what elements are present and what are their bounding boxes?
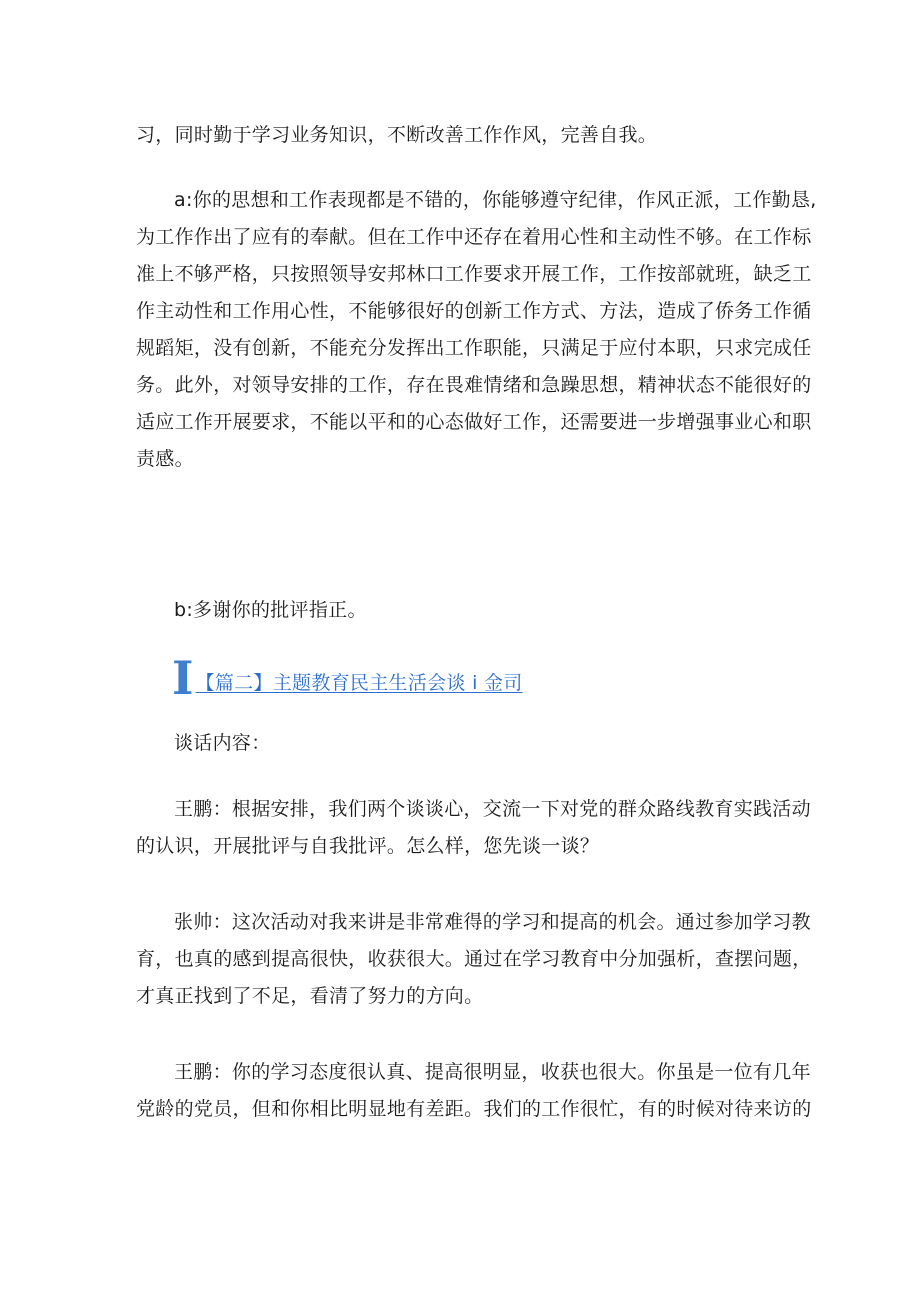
text-line: 张帅：这次活动对我来讲是非常难得的学习和提高的机会。通过参加学习教	[174, 911, 811, 933]
text-line: 准上不够严格，只按照领导安邦林口工作要求开展工作，工作按部就班，缺乏工	[136, 263, 812, 285]
paragraph-7	[136, 1054, 812, 1128]
paragraph-4	[136, 725, 796, 762]
text-line: a:你的思想和工作表现都是不错的，你能够遵守纪律，作风正派，工作勤恳,	[174, 189, 817, 211]
paragraph-2	[136, 182, 817, 478]
text-line: 才真正找到了不足，看清了努力的方向。	[136, 985, 484, 1007]
section-heading	[172, 651, 523, 705]
paragraph-5	[136, 791, 811, 865]
text-line: b:多谢你的批评指正。	[174, 599, 367, 621]
paragraph-1	[136, 117, 796, 154]
text-line: 育，也真的感到提高很快，收获很大。通过在学习教育中分加强析，查摆问题，	[136, 948, 812, 970]
text-line: 规蹈矩，没有创新，不能充分发挥出工作职能，只满足于应付本职，只求完成任	[136, 337, 812, 359]
paragraph-6	[136, 904, 812, 1015]
section-heading-link[interactable]: 【篇二】主题教育民主生活会谈 i 金司	[195, 672, 523, 694]
text-line: 的认识，开展批评与自我批评。怎么样，您先谈一谈？	[136, 835, 600, 857]
text-line: 王鹏：你的学习态度很认真、提高很明显，收获也很大。你虽是一位有几年	[174, 1061, 811, 1083]
paragraph-3	[136, 592, 796, 629]
text-line: 王鹏：根据安排，我们两个谈谈心，交流一下对党的群众路线教育实践活动	[174, 798, 811, 820]
text-line: 作主动性和工作用心性，不能够很好的创新工作方式、方法，造成了侨务工作循	[136, 300, 812, 322]
text-line: 谈话内容：	[174, 732, 271, 754]
text-line: 党龄的党员，但和你相比明显地有差距。我们的工作很忙，有的时候对待来访的	[136, 1098, 812, 1120]
heading-bar-glyph: I	[172, 651, 194, 705]
text-line: 适应工作开展要求，不能以平和的心态做好工作，还需要进一步增强事业心和职	[136, 411, 812, 433]
text-line: 责感。	[136, 448, 194, 470]
text-line: 习，同时勤于学习业务知识，不断改善工作作风，完善自我。	[136, 124, 658, 146]
text-line: 务。此外，对领导安排的工作，存在畏难情绪和急躁思想，精神状态不能很好的	[136, 374, 812, 396]
text-line: 为工作作出了应有的奉献。但在工作中还存在着用心性和主动性不够。在工作标	[136, 226, 812, 248]
